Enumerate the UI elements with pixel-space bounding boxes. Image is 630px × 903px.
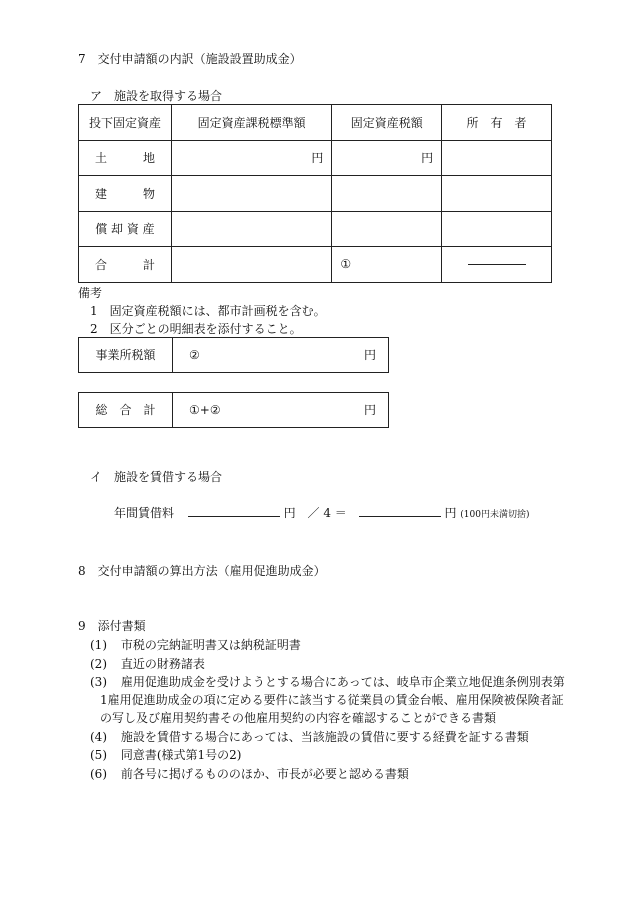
item-text: 市税の完納証明書又は納税証明書 [120,638,301,652]
header-cell: 固定資産税額 [332,105,442,141]
office-tax-mark: ② [189,348,200,362]
tax-amount-cell[interactable]: 円 [332,140,442,176]
owner-cell[interactable] [442,176,552,212]
item-text: 直近の財務諸表 [120,657,205,671]
row-label: 償 却 資 産 [79,211,172,247]
tax-amount-cell[interactable] [332,211,442,247]
base-amount-cell[interactable] [171,247,332,283]
item-num: (3) [90,675,107,689]
notes-title: 備考 [78,286,103,300]
rent-formula: ／ 4 ＝ [307,506,347,520]
base-amount-cell[interactable]: 円 [171,140,332,176]
item-num: (4) [90,730,107,744]
base-amount-cell[interactable] [171,211,332,247]
grand-total-box [78,392,389,428]
owner-cell[interactable] [442,211,552,247]
item-num: (5) [90,748,107,762]
table-row [79,211,552,247]
row-label: 土 地 [79,140,172,176]
table-total-row [79,247,552,283]
table-row [79,140,552,176]
section8-title: 8 交付申請額の算出方法（雇用促進助成金） [78,564,326,578]
rent-result-line[interactable] [359,504,441,517]
header-cell: 所 有 者 [442,105,552,141]
rent-label: 年間賃借料 [114,506,175,520]
section7-sub-a: ア 施設を取得する場合 [90,89,223,103]
item-text: 同意書(様式第1号の2) [120,748,242,762]
office-tax-label: 事業所税額 [79,338,173,372]
rent-unit1: 円 [283,506,296,520]
tax-total-cell[interactable]: ① [332,247,442,283]
note-item: 2 区分ごとの明細表を添付すること。 [90,322,302,336]
grand-total-mark: ①+② [189,403,221,417]
rent-unit2: 円 [444,506,457,520]
item-num: (6) [90,767,107,781]
row-label: 建 物 [79,176,172,212]
fixed-asset-table [78,104,552,283]
rent-input-line[interactable] [188,504,280,517]
attachment-item-cont: の写し及び雇用契約書その他雇用契約の内容を確認することができる書類 [100,711,497,725]
office-tax-unit[interactable]: 円 [363,348,376,362]
office-tax-box [78,337,389,373]
item-text: 雇用促進助成金を受けようとする場合にあっては、岐阜市企業立地促進条例別表第 [120,675,565,689]
dash-line [468,264,526,265]
attachment-item [90,655,205,672]
item-num: (2) [90,657,107,671]
grand-total-label: 総 合 計 [79,393,173,427]
rent-note: (100円未満切捨) [460,510,530,520]
header-cell: 固定資産課税標準額 [171,105,332,141]
base-amount-cell[interactable] [171,176,332,212]
item-num: (1) [90,638,107,652]
note-item: 1 固定資産税額には、都市計画税を含む。 [90,304,326,318]
tax-amount-cell[interactable] [332,176,442,212]
attachment-item [90,636,301,653]
attachment-item-cont: 1雇用促進助成金の項に定める要件に該当する従業員の賃金台帳、雇用保険被保険者証 [100,693,564,707]
grand-total-unit[interactable]: 円 [363,403,376,417]
item-text: 前各号に掲げるもののほか、市長が必要と認める書類 [120,767,409,781]
row-label: 合 計 [79,247,172,283]
attachment-item [90,765,409,782]
section7-title: 7 交付申請額の内訳（施設設置助成金） [78,52,302,66]
section9-title: 9 添付書類 [78,619,146,633]
header-cell: 投下固定資産 [79,105,172,141]
table-row [79,176,552,212]
attachment-item [90,673,565,690]
attachment-item [90,746,241,763]
rent-line [114,504,529,521]
attachment-item [90,728,529,745]
table-header-row [79,105,552,141]
item-text: 施設を賃借する場合にあっては、当該施設の賃借に要する経費を証する書類 [120,730,529,744]
owner-cell[interactable] [442,140,552,176]
owner-total-cell [442,247,552,283]
section7-sub-i: イ 施設を賃借する場合 [90,470,223,484]
